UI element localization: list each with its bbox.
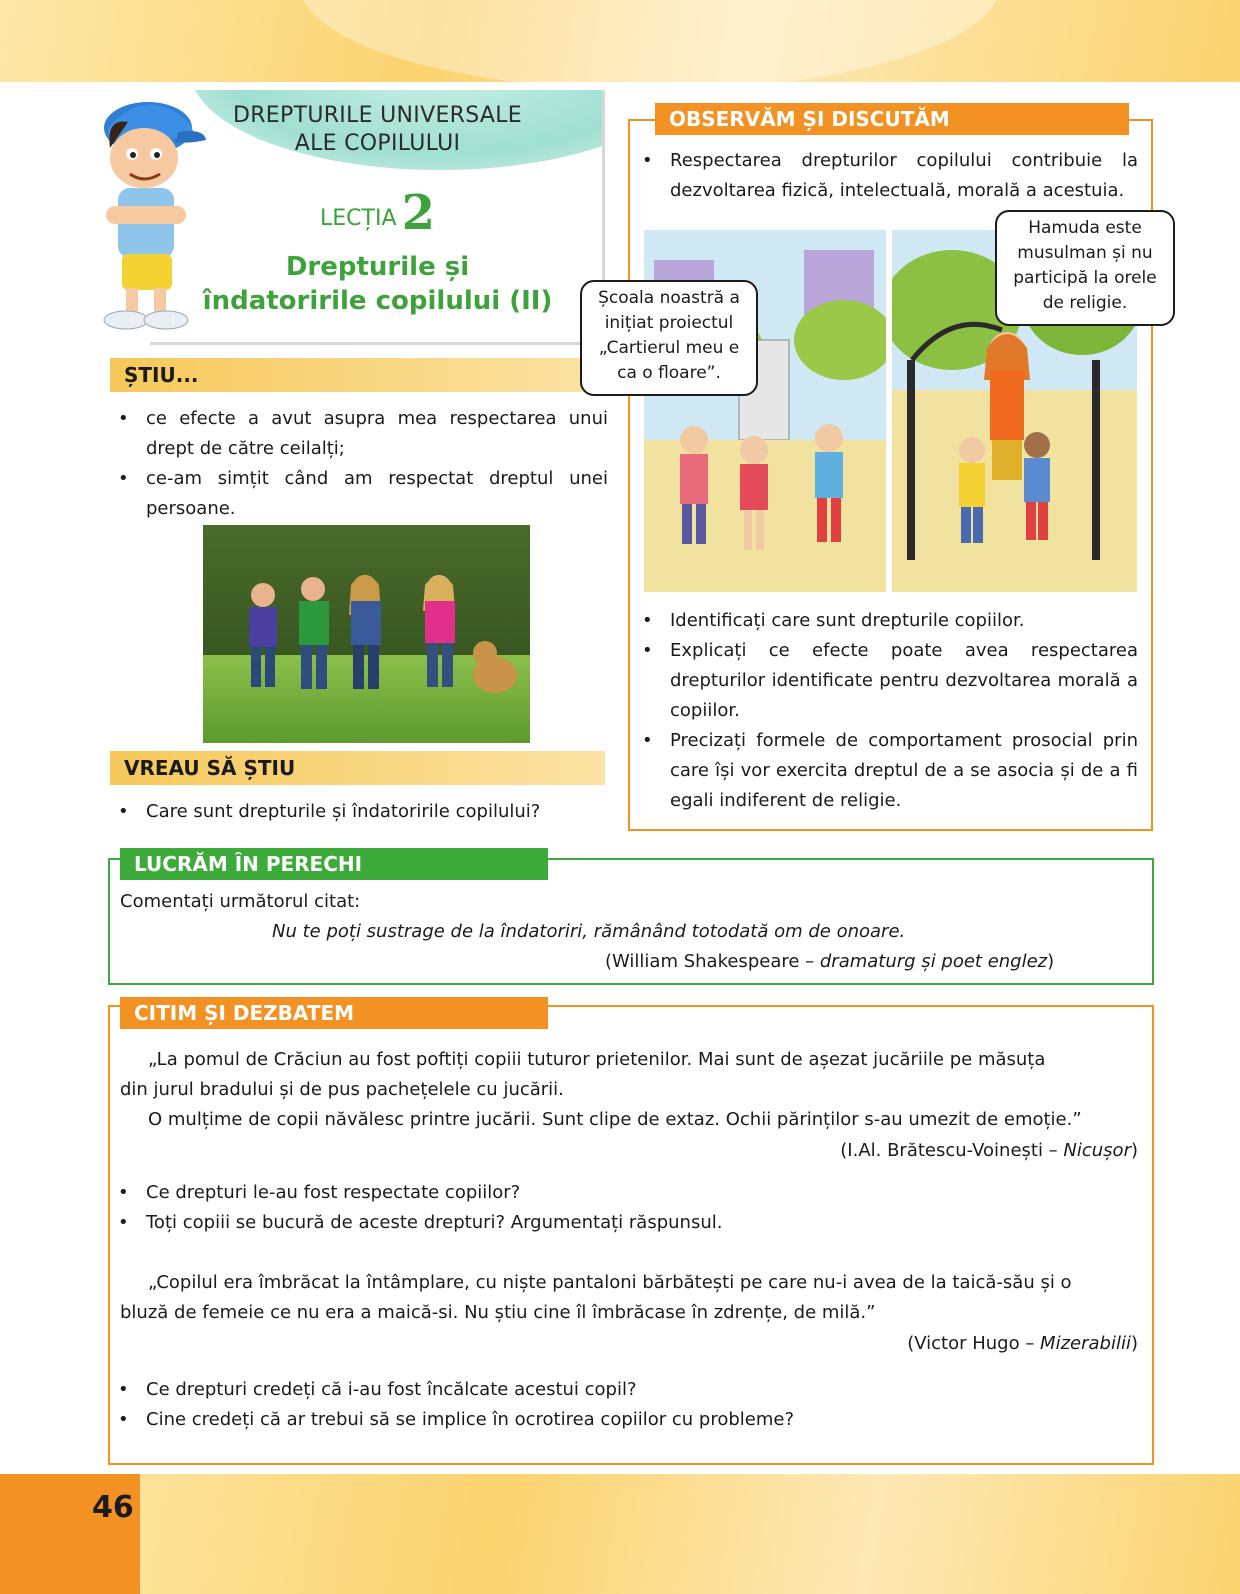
observam-heading: OBSERVĂM ȘI DISCUTĂM bbox=[655, 103, 1129, 135]
speech-bubble-hamuda: Hamuda este musulman și nu participă la orele de religie. bbox=[995, 210, 1175, 326]
pair-instruction: Comentați următorul citat: bbox=[120, 891, 361, 912]
pair-quote: Nu te poți sustrage de la îndatoriri, rămânând totodată om de onoare. bbox=[272, 921, 906, 942]
observam-intro bbox=[640, 146, 1138, 206]
speech-bubble-school-project: Școala noastră a inițiat proiectul „Cartierul meu e ca o floare”. bbox=[580, 280, 758, 396]
lesson-number-line bbox=[150, 185, 605, 241]
page-background-bottom bbox=[0, 1474, 1240, 1594]
vreau-sa-stiu-list bbox=[116, 797, 608, 827]
list-item: • Respectarea drepturilor copilului contribuie la dezvoltarea fizică, intelectuală, morală a acestuia. bbox=[640, 146, 1138, 206]
page-background-top bbox=[0, 0, 1240, 90]
excerpt-mizerabilii: „Copilul era îmbrăcat la întâmplare, cu niște pantaloni bărbătești pe care nu-i avea de la taică-său și o bluză de femeie ce nu era a maică-si. Nu știu cine îl îmbrăcase în zdrențe, de milă.” bbox=[120, 1272, 1072, 1323]
lesson-number: 2 bbox=[401, 185, 435, 241]
list-item: • Toți copiii se bucură de aceste drepturi? Argumentați răspunsul. bbox=[116, 1208, 1136, 1238]
list-item: • Ce drepturi credeți că i-au fost încălcate acestui copil? bbox=[116, 1375, 1136, 1405]
list-item: • ce-am simțit când am respectat dreptul unei persoane. bbox=[116, 464, 608, 524]
excerpt-nicusor-source: (I.Al. Brătescu-Voinești – Nicușor) bbox=[840, 1140, 1138, 1161]
citim-questions-1 bbox=[116, 1178, 1136, 1238]
excerpt-nicusor: „La pomul de Crăciun au fost poftiți copiii tuturor prietenilor. Mai sunt de așezat jucăriile pe măsuța din jurul bradului și de pus pachețelele cu jucării. O mulțime de copii năvălesc printre jucării. Sunt clipe de extaz. Ochii părinților s-au umezit de emoție.” bbox=[120, 1049, 1082, 1130]
list-item: • Explicați ce efecte poate avea respectarea drepturilor identificate pentru dezvoltarea morală a copiilor. bbox=[640, 636, 1138, 726]
children-running-photo bbox=[203, 525, 530, 743]
lesson-word: LECȚIA bbox=[320, 206, 397, 231]
list-item: • Identificați care sunt drepturile copiilor. bbox=[640, 606, 1138, 636]
list-item: • Cine credeți că ar trebui să se implice în ocrotirea copiilor cu probleme? bbox=[116, 1405, 1136, 1435]
list-item: • Care sunt drepturile și îndatoririle copilului? bbox=[116, 797, 608, 827]
vreau-sa-stiu-heading: VREAU SĂ ȘTIU bbox=[110, 751, 605, 785]
lesson-title: Drepturile și îndatoririle copilului (II) bbox=[202, 252, 553, 316]
citim-si-dezbatem-heading: CITIM ȘI DEZBATEM bbox=[120, 997, 548, 1029]
lucram-in-perechi-heading: LUCRĂM ÎN PERECHI bbox=[120, 848, 548, 880]
list-item: • Ce drepturi le-au fost respectate copiilor? bbox=[116, 1178, 1136, 1208]
list-item: • Precizați formele de comportament prosocial prin care își vor exercita dreptul de a se asocia și de a fi egali indiferent de religie. bbox=[640, 726, 1138, 816]
observam-list bbox=[640, 606, 1138, 816]
excerpt-mizerabilii-source: (Victor Hugo – Mizerabilii) bbox=[907, 1333, 1138, 1354]
list-item: • ce efecte a avut asupra mea respectarea unui drept de către ceilalți; bbox=[116, 404, 608, 464]
citim-questions-2 bbox=[116, 1375, 1136, 1435]
pair-quote-source: (William Shakespeare – dramaturg și poet englez) bbox=[605, 951, 1055, 972]
chapter-title: DREPTURILE UNIVERSALE ALE COPILULUI bbox=[232, 103, 523, 156]
boy-mascot-illustration bbox=[78, 88, 208, 338]
stiu-list bbox=[116, 404, 608, 524]
page-number: 46 bbox=[92, 1490, 134, 1525]
lesson-title-panel bbox=[150, 90, 605, 345]
stiu-heading: ȘTIU... bbox=[110, 358, 605, 392]
